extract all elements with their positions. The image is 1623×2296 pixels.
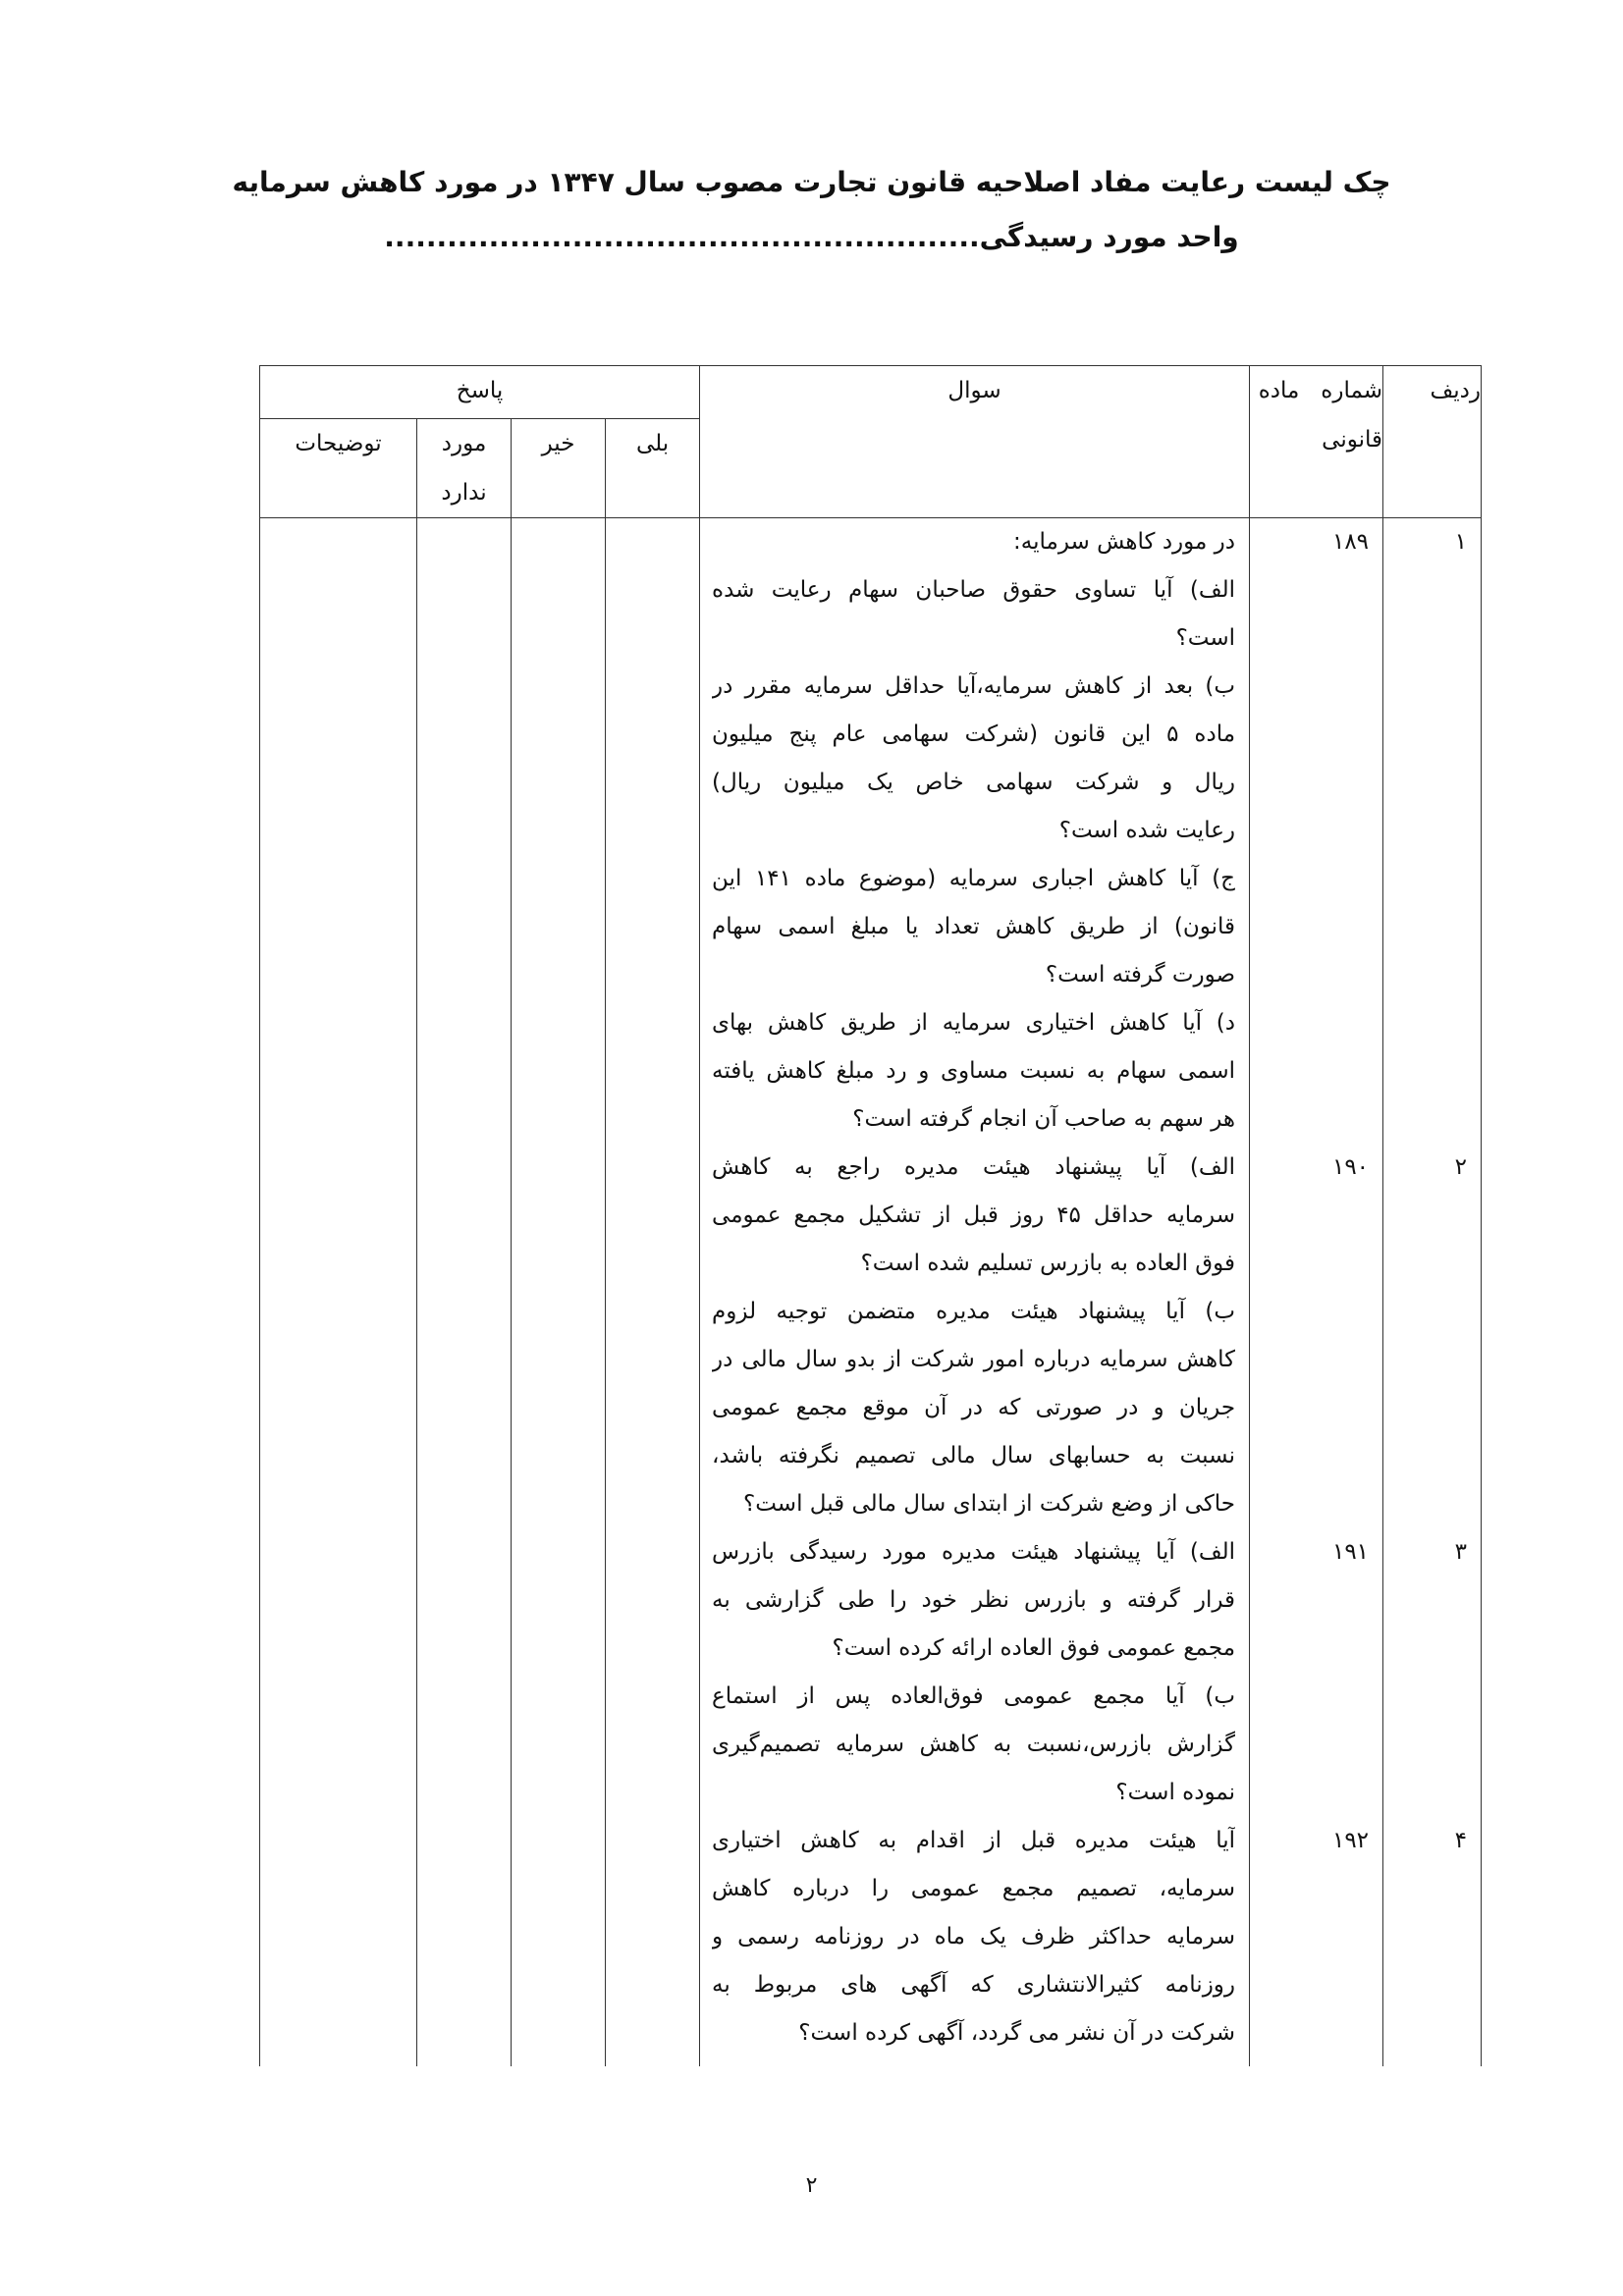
header-notes: توضیحات (260, 419, 417, 518)
question-block (712, 518, 1235, 1144)
answer-no-cell[interactable] (512, 518, 606, 2067)
header-article-line-1: شماره ماده (1258, 378, 1383, 403)
question-line: جریان و در صورتی که در آن موقع مجمع عمومی (712, 1395, 1236, 1420)
title-line-2: واحد مورد رسیدگی......................................................... (384, 221, 1239, 253)
question-block (712, 1817, 1235, 2057)
article-number-column (1250, 518, 1383, 2067)
table-body-row (260, 518, 1482, 2067)
question-line: الف) آیا پیشنهاد هیئت مدیره مورد رسیدگی بازرس (712, 1539, 1236, 1565)
question-line: نموده است؟ (1115, 1780, 1236, 1805)
question-line: رعایت شده است؟ (1058, 818, 1236, 843)
question-line: فوق العاده به بازرس تسلیم شده است؟ (860, 1251, 1236, 1276)
question-line: د) آیا کاهش اختیاری سرمایه از طریق کاهش بهای (712, 1010, 1236, 1036)
page-number: ۲ (805, 2173, 818, 2198)
article-number: ۱۸۹ (1331, 529, 1370, 555)
question-line: صورت گرفته است؟ (1045, 962, 1236, 988)
article-number: ۱۹۰ (1331, 1154, 1370, 1180)
question-line: ریال و شرکت سهامی خاص یک میلیون ریال) (712, 770, 1236, 795)
question-line: است؟ (1175, 625, 1236, 651)
header-no: خیر (512, 419, 606, 518)
question-line: شرکت در آن نشر می گردد، آگهی کرده است؟ (798, 2020, 1236, 2046)
header-row-no: ردیف (1383, 366, 1482, 518)
question-column (700, 518, 1250, 2067)
question-line: گزارش بازرس،نسبت به کاهش سرمایه تصمیم‌گیری (712, 1732, 1236, 1757)
question-line: سرمایه، تصمیم مجمع عمومی را درباره کاهش (712, 1876, 1236, 1901)
header-answer: پاسخ (260, 366, 700, 419)
notes-cell[interactable] (260, 518, 417, 2067)
row-number-column (1383, 518, 1482, 2067)
question-line: مجمع عمومی فوق العاده ارائه کرده است؟ (832, 1635, 1236, 1661)
question-line: ب) آیا پیشنهاد هیئت مدیره متضمن توجیه لزوم (712, 1299, 1236, 1324)
question-line: حاکی از وضع شرکت از ابتدای سال مالی قبل است؟ (743, 1491, 1236, 1517)
question-line: روزنامه کثیرالانتشاری که آگهی های مربوط به (712, 1972, 1236, 1998)
question-line: الف) آیا تساوی حقوق صاحبان سهام رعایت شده (712, 577, 1236, 603)
header-article-line-2: قانونی (1322, 427, 1383, 453)
header-not-applicable: مورد ندارد (417, 419, 512, 518)
question-line: هر سهم به صاحب آن انجام گرفته است؟ (852, 1106, 1236, 1132)
question-line: ب) بعد از کاهش سرمایه،آیا حداقل سرمایه مقرر در (712, 673, 1236, 699)
question-line: آیا هیئت مدیره قبل از اقدام به کاهش اختیاری (712, 1828, 1236, 1853)
question-line: الف) آیا پیشنهاد هیئت مدیره راجع به کاهش (712, 1154, 1236, 1180)
question-line: ب) آیا مجمع عمومی فوق‌العاده پس از استماع (712, 1683, 1236, 1709)
question-line: نسبت به حسابهای سال مالی تصمیم نگرفته باشد، (712, 1443, 1236, 1468)
question-line: ماده ۵ این قانون (شرکت سهامی عام پنج میلیون (712, 721, 1236, 747)
answer-yes-cell[interactable] (606, 518, 700, 2067)
row-number: ۳ (1454, 1539, 1468, 1565)
article-number: ۱۹۱ (1331, 1539, 1370, 1565)
answer-na-cell[interactable] (417, 518, 512, 2067)
question-line: اسمی سهام به نسبت مساوی و رد مبلغ کاهش یافته (712, 1058, 1236, 1084)
row-number: ۲ (1454, 1154, 1468, 1180)
question-line: کاهش سرمایه درباره امور شرکت از بدو سال مالی در (712, 1347, 1236, 1372)
row-number: ۱ (1454, 529, 1468, 555)
question-line: قانون) از طریق کاهش تعداد یا مبلغ اسمی سهام (712, 914, 1236, 939)
header-article-no (1250, 366, 1383, 518)
checklist-table (259, 365, 1482, 2066)
question-line: سرمایه حداقل ۴۵ روز قبل از تشکیل مجمع عمومی (712, 1202, 1236, 1228)
row-number: ۴ (1454, 1828, 1468, 1853)
question-block (712, 1144, 1235, 1528)
question-line: قرار گرفته و بازرس نظر خود را طی گزارشی به (712, 1587, 1236, 1613)
question-line: در مورد کاهش سرمایه: (1013, 529, 1236, 555)
question-block (712, 1528, 1235, 1817)
question-line: ج) آیا کاهش اجباری سرمایه (موضوع ماده ۱۴۱ این (712, 866, 1236, 891)
article-number: ۱۹۲ (1331, 1828, 1370, 1853)
title-line-1: چک لیست رعایت مفاد اصلاحیه قانون تجارت مصوب سال ۱۳۴۷ در مورد کاهش سرمایه (232, 166, 1391, 198)
header-yes: بلی (606, 419, 700, 518)
question-line: سرمایه حداکثر ظرف یک ماه در روزنامه رسمی و (712, 1924, 1236, 1949)
header-question: سوال (700, 366, 1250, 518)
header-row-1 (260, 366, 1482, 419)
page-title (0, 155, 1623, 265)
